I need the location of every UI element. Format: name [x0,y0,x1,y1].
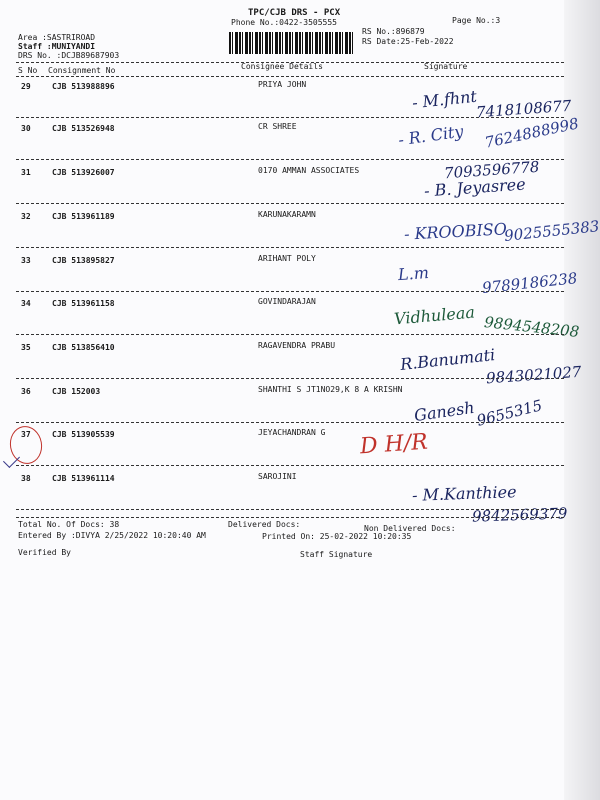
row-consignee-name: SAROJINI [258,472,297,481]
row-signature: L.m [397,262,430,285]
drs-number: DRS No. :DCJB89687903 [18,51,120,60]
row-sno: 33 [21,256,31,265]
row-handwritten-phone: 7418108677 [475,96,572,122]
verified-by: Verified By [18,548,71,557]
barcode [229,32,353,54]
row-signature: - M.fhnt [411,86,478,113]
row-handwritten-phone: 9843021027 [485,362,582,388]
row-consignment-no: CJB 513856410 [52,343,115,352]
col-sno: S No [18,66,38,75]
area-field: Area :SASTRIROAD [18,33,96,42]
col-consignee: Consignee Details [241,62,323,71]
footer-divider [16,517,564,518]
row-sno: 32 [21,212,31,221]
row-handwritten-phone: 9789186238 [481,269,579,297]
printed-on: Printed On: 25-02-2022 10:20:35 [262,532,412,541]
row-consignee-name: PRIYA JOHN [258,80,307,89]
row-sno: 35 [21,343,31,352]
row-divider [16,203,564,204]
row-divider [16,334,564,335]
row-consignment-no: CJB 513926007 [52,168,115,177]
col-consignment: Consignment No [48,66,116,75]
row-signature: Ganesh [412,397,476,426]
row-handwritten-phone: 9025555383 [503,217,600,245]
row-consignee-name: 0170 AMMAN ASSOCIATES [258,166,360,175]
row-consignment-no: CJB 513905539 [52,430,115,439]
delivered-docs: Delivered Docs: [228,520,301,529]
row-sno: 38 [21,474,31,483]
row-signature: D H/R [359,429,429,460]
row-consignment-no: CJB 513961158 [52,299,115,308]
row-consignee-name: SHANTHI S JT1NO29,K 8 A KRISHN [258,385,403,394]
row-consignment-no: CJB 513895827 [52,256,115,265]
row-divider [16,422,564,423]
row-consignee-name: RAGAVENDRA PRABU [258,341,336,350]
row-divider [16,117,564,118]
row-consignee-name: GOVINDARAJAN [258,297,316,306]
row-handwritten-phone: 7093596778 [443,157,540,183]
rs-number: RS No.:896879 [362,27,425,36]
row-handwritten-phone: 9842569379 [471,504,568,526]
entered-by: Entered By :DIVYA 2/25/2022 10:20:40 AM [18,531,206,540]
document-title: TPC/CJB DRS - PCX [248,8,341,18]
row-signature: - B. Jeyasree [423,174,527,201]
row-sno: 31 [21,168,31,177]
row-handwritten-phone: 9655315 [474,396,544,430]
row-sno: 34 [21,299,31,308]
page-number: Page No.:3 [452,16,501,25]
total-docs: Total No. Of Docs: 38 [18,520,120,529]
row-sno: 30 [21,124,31,133]
row-divider [16,465,564,466]
row-consignment-no: CJB 513988896 [52,82,115,91]
row-signature: - M.Kanthiee [411,482,517,505]
row-divider [16,159,564,160]
row-consignee-name: ARIHANT POLY [258,254,316,263]
row-divider [16,291,564,292]
row-sno: 36 [21,387,31,396]
row-signature: Vidhuleaa [393,302,476,329]
row-handwritten-phone: 7624888998 [483,114,581,152]
row-signature: - R. City [396,121,465,150]
staff-signature: Staff Signature [300,550,373,559]
non-delivered-docs: Non Delivered Docs: [364,524,456,533]
rs-date: RS Date:25-Feb-2022 [362,37,454,46]
row-divider [16,509,564,510]
row-signature: - KROOBISO [403,219,508,244]
row-sno: 37 [21,430,31,439]
col-signature: Signature [424,62,468,71]
row-handwritten-phone: 9894548208 [483,313,581,341]
phone-number: Phone No.:0422-3505555 [231,18,337,27]
row-sno: 29 [21,82,31,91]
row-divider [16,378,564,379]
row-consignee-name: JEYACHANDRAN G [258,428,326,437]
row-signature: R.Banumati [399,345,497,374]
row-consignment-no: CJB 513961189 [52,212,115,221]
row-consignee-name: CR SHREE [258,122,297,131]
row-consignment-no: CJB 513526948 [52,124,115,133]
row-divider [16,247,564,248]
row-consignee-name: KARUNAKARAMN [258,210,316,219]
row-consignment-no: CJB 152003 [52,387,101,396]
staff-field: Staff :MUNIYANDI [18,42,96,51]
row-consignment-no: CJB 513961114 [52,474,115,483]
header-divider-2 [16,76,564,77]
